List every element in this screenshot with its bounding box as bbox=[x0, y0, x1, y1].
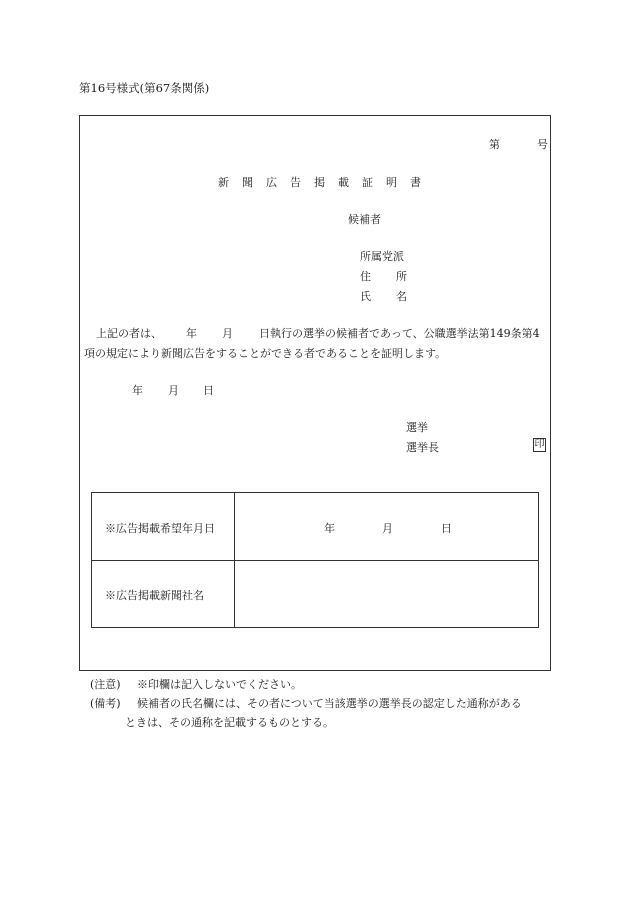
title-char: 掲 bbox=[314, 176, 325, 189]
body-line2: 項の規定により新聞広告をすることができる者であることを証明します。 bbox=[84, 347, 447, 360]
name-label-1: 氏 bbox=[360, 290, 371, 303]
title-char: 書 bbox=[410, 176, 421, 189]
body-line1-month: 月 bbox=[222, 327, 233, 340]
note-remarks-label: (備考) bbox=[90, 697, 121, 710]
note-remarks-line1: 候補者の氏名欄には、その者について当該選挙の選挙長の認定した通称がある bbox=[137, 697, 522, 710]
title-char: 証 bbox=[362, 176, 373, 189]
table-row-divider bbox=[92, 560, 538, 561]
ad-date-year: 年 bbox=[324, 522, 335, 535]
ad-date-month: 月 bbox=[382, 522, 393, 535]
note-caution-text: ※印欄は記入しないでください。 bbox=[137, 678, 302, 691]
election-chief-label: 選挙長 bbox=[406, 441, 439, 454]
note-remarks-line2: ときは、その通称を記載するものとする。 bbox=[125, 716, 334, 729]
party-label: 所属党派 bbox=[360, 250, 404, 263]
ad-date-day: 日 bbox=[441, 522, 452, 535]
table-column-divider bbox=[234, 493, 235, 627]
title-char: 聞 bbox=[242, 176, 253, 189]
title-char: 告 bbox=[290, 176, 301, 189]
number-prefix: 第 bbox=[489, 138, 500, 151]
ad-newspaper-field[interactable] bbox=[242, 565, 532, 623]
title-char: 広 bbox=[266, 176, 277, 189]
body-line1-rest: 日執行の選挙の候補者であって、公職選挙法第149条第4 bbox=[259, 327, 540, 340]
number-suffix: 号 bbox=[537, 138, 548, 151]
address-label-1: 住 bbox=[360, 270, 371, 283]
election-label: 選挙 bbox=[406, 421, 428, 434]
name-label-2: 名 bbox=[396, 290, 407, 303]
body-line1-year: 年 bbox=[186, 327, 197, 340]
ad-date-label: ※広告掲載希望年月日 bbox=[105, 522, 215, 535]
title-char: 新 bbox=[218, 176, 229, 189]
date-year: 年 bbox=[132, 384, 143, 397]
candidate-label: 候補者 bbox=[348, 213, 381, 226]
title-char: 載 bbox=[338, 176, 349, 189]
advertisement-table bbox=[91, 492, 539, 628]
form-number-title: 第16号様式(第67条関係) bbox=[79, 81, 210, 95]
seal-mark: 印 bbox=[534, 439, 545, 450]
date-month: 月 bbox=[168, 384, 179, 397]
title-char: 明 bbox=[386, 176, 397, 189]
date-day: 日 bbox=[203, 384, 214, 397]
address-label-2: 所 bbox=[396, 270, 407, 283]
body-line1-start: 上記の者は、 bbox=[96, 327, 162, 340]
ad-newspaper-label: ※広告掲載新聞社名 bbox=[105, 589, 204, 602]
note-caution-label: (注意) bbox=[90, 678, 121, 691]
